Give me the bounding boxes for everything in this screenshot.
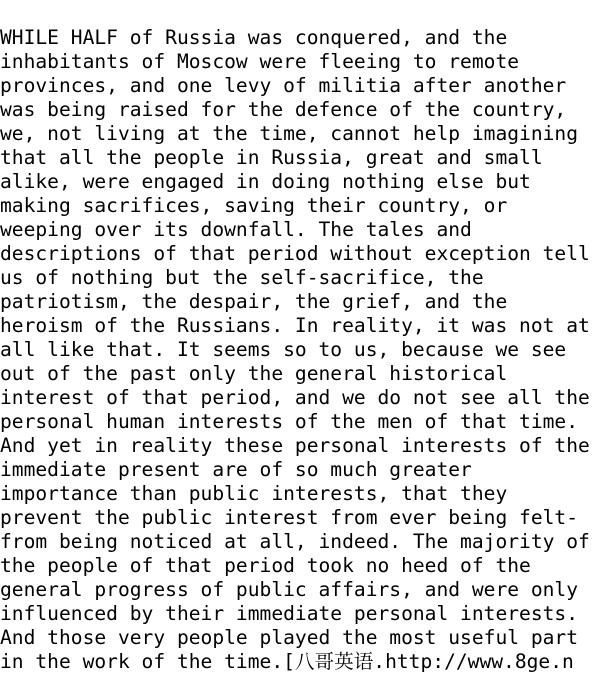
text-line: all like that. It seems so to us, because we see	[0, 338, 567, 361]
text-line: out of the past only the general historical	[0, 362, 508, 385]
text-line: immediate present are of so much greater	[0, 458, 472, 481]
text-line: we, not living at the time, cannot help imagining	[0, 122, 579, 145]
text-line: And those very people played the most useful part	[0, 626, 579, 649]
text-line: weeping over its downfall. The tales and	[0, 218, 472, 241]
text-line: heroism of the Russians. In reality, it was not at	[0, 314, 590, 337]
text-line: patriotism, the despair, the grief, and the	[0, 290, 508, 313]
text-line: inhabitants of Moscow were fleeing to remote	[0, 50, 520, 73]
text-line: descriptions of that period without exception tell	[0, 242, 590, 265]
text-line: that all the people in Russia, great and small	[0, 146, 543, 169]
text-line: making sacrifices, saving their country, or	[0, 194, 508, 217]
text-line: interest of that period, and we do not see all the	[0, 386, 590, 409]
text-line: And yet in reality these personal interests of the	[0, 434, 590, 457]
text-line: WHILE HALF of Russia was conquered, and the	[0, 26, 508, 49]
text-line: prevent the public interest from ever being felt-	[0, 506, 579, 529]
text-line: general progress of public affairs, and were only	[0, 578, 579, 601]
text-line: importance than public interests, that they	[0, 482, 508, 505]
text-line: provinces, and one levy of militia after another	[0, 74, 567, 97]
text-line: alike, were engaged in doing nothing else but	[0, 170, 531, 193]
text-line: influenced by their immediate personal interests.	[0, 602, 579, 625]
text-line: from being noticed at all, indeed. The majority of	[0, 530, 590, 553]
text-line: in the work of the time.[八哥英语.http://www.8ge.n	[0, 650, 574, 673]
text-line: was being raised for the defence of the country,	[0, 98, 567, 121]
document-text	[0, 26, 600, 674]
text-line: personal human interests of the men of that time.	[0, 410, 579, 433]
text-line: the people of that period took no heed of the	[0, 554, 531, 577]
text-line: us of nothing but the self-sacrifice, the	[0, 266, 484, 289]
